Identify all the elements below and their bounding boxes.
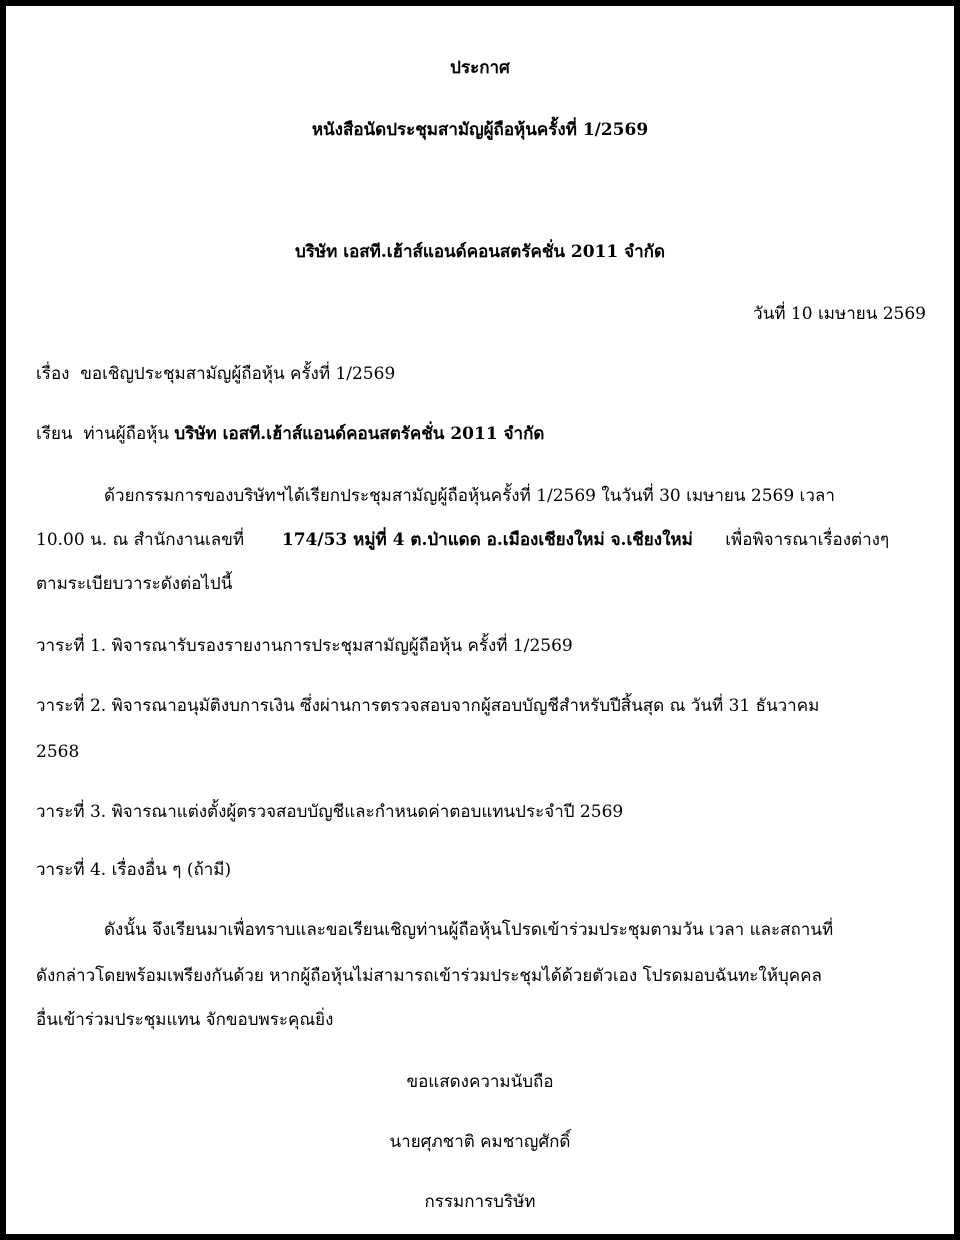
intro-line-2 xyxy=(36,528,889,552)
subject-text: ขอเชิญประชุมสามัญผู้ถือหุ้น ครั้งที่ 1/2569 xyxy=(80,364,396,384)
recipient-text: ท่านผู้ถือหุ้น xyxy=(83,424,170,444)
signature-regards: ขอแสดงความนับถือ xyxy=(406,1072,554,1092)
agenda-label: วาระที่ xyxy=(36,860,85,880)
intro-line-3: ตามระเบียบวาระดังต่อไปนี้ xyxy=(36,574,233,594)
closing-line-3: อื่นเข้าร่วมประชุมแทน จักขอบพระคุณยิ่ง xyxy=(36,1010,334,1030)
agenda-item xyxy=(36,634,573,658)
recipient-label: เรียน xyxy=(36,424,73,444)
closing-line-2: ดังกล่าวโดยพร้อมเพรียงกันด้วย หากผู้ถือหุ้นไม่สามารถเข้าร่วมประชุมได้ด้วยตัวเอง โปรดมอบฉันทะให้บุคคล xyxy=(36,966,822,986)
document-heading: ประกาศ xyxy=(450,58,510,78)
closing-line-1: ดังนั้น จึงเรียนมาเพื่อทราบและขอเรียนเชิญท่านผู้ถือหุ้นโปรดเข้าร่วมประชุมตามวัน เวลา และสถานที่ xyxy=(104,920,834,940)
document-date: วันที่ 10 เมษายน 2569 xyxy=(753,304,926,324)
subject-line xyxy=(36,362,395,386)
document-subheading: หนังสือนัดประชุมสามัญผู้ถือหุ้นครั้งที่ 1/2569 xyxy=(311,120,649,140)
agenda-label: วาระที่ xyxy=(36,696,85,716)
agenda-item xyxy=(36,858,231,882)
agenda-item xyxy=(36,694,819,718)
subject-label: เรื่อง xyxy=(36,364,70,384)
signatory-name: นายศุภชาติ คมชาญศักดิ์ xyxy=(389,1132,571,1152)
agenda-text: 2. พิจารณาอนุมัติงบการเงิน ซึ่งผ่านการตรวจสอบจากผู้สอบบัญชีสำหรับปีสิ้นสุด ณ วันที่ 31 ธันวาคม xyxy=(89,696,820,716)
recipient-line xyxy=(36,422,544,446)
recipient-company: บริษัท เอสที.เฮ้าส์แอนด์คอนสตรัคชั่น 2011 จำกัด xyxy=(174,424,545,444)
agenda-text: 3. พิจารณาแต่งตั้งผู้ตรวจสอบบัญชีและกำหนดค่าตอบแทนประจำปี 2569 xyxy=(89,802,624,822)
meeting-time: 10.00 น. ณ สำนักงานเลขที่ xyxy=(36,530,245,550)
agenda-label: วาระที่ xyxy=(36,802,85,822)
company-name-heading: บริษัท เอสที.เฮ้าส์แอนด์คอนสตรัคชั่น 2011 จำกัด xyxy=(295,242,665,262)
agenda-item xyxy=(36,800,623,824)
agenda-label: วาระที่ xyxy=(36,636,85,656)
agenda-text-continued: 2568 xyxy=(36,742,80,762)
agenda-text: 4. เรื่องอื่น ๆ (ถ้ามี) xyxy=(89,860,232,880)
signatory-title: กรรมการบริษัท xyxy=(424,1192,536,1212)
meeting-address: 174/53 หมู่ที่ 4 ต.ป่าแดด อ.เมืองเชียงใหม่ จ.เชียงใหม่ xyxy=(281,530,693,550)
agenda-text: 1. พิจารณารับรองรายงานการประชุมสามัญผู้ถือหุ้น ครั้งที่ 1/2569 xyxy=(89,636,573,656)
meeting-purpose: เพื่อพิจารณาเรื่องต่างๆ xyxy=(725,530,890,550)
intro-line-1: ด้วยกรรมการของบริษัทฯได้เรียกประชุมสามัญผู้ถือหุ้นครั้งที่ 1/2569 ในวันที่ 30 เมษายน 2569 เวลา xyxy=(104,486,835,506)
